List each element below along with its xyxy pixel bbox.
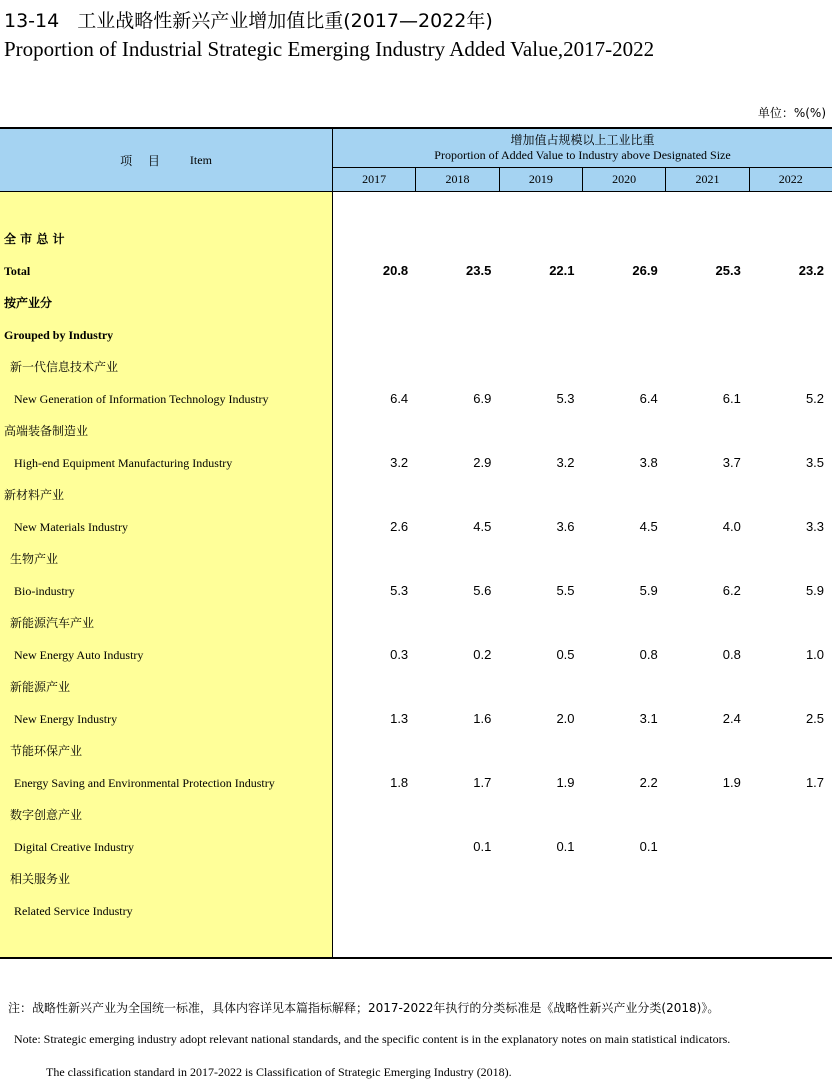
- row-values: [333, 671, 832, 703]
- value-cell: [499, 895, 582, 927]
- value-cell: [583, 895, 666, 927]
- row-label: Energy Saving and Environmental Protection Industry: [14, 776, 275, 790]
- value-cell: [416, 735, 499, 767]
- table-row: [0, 703, 832, 735]
- value-cell: [333, 607, 416, 639]
- value-cell: [583, 351, 666, 383]
- value-cell: [416, 607, 499, 639]
- row-values: [333, 479, 832, 511]
- table-row: [0, 287, 832, 319]
- value-cell: 1.7: [473, 775, 492, 790]
- value-cell: [499, 319, 582, 351]
- value-cell: [583, 735, 666, 767]
- data-table: [0, 127, 832, 960]
- value-cell: [333, 863, 416, 895]
- unit-label: 单位：%(%): [757, 106, 826, 120]
- year-header-cell: 2019: [499, 168, 582, 191]
- value-cell: [749, 415, 832, 447]
- value-cell: [666, 607, 749, 639]
- value-cell: [499, 415, 582, 447]
- value-cell: 4.0: [722, 519, 741, 534]
- value-cell: [749, 223, 832, 255]
- table-title-cn: [4, 6, 493, 33]
- year-header-cell: 2021: [665, 168, 748, 191]
- value-cell: [666, 735, 749, 767]
- value-cell: 20.8: [382, 263, 409, 278]
- value-cell: [333, 479, 416, 511]
- value-cell: [333, 351, 416, 383]
- year-header-cell: 2020: [582, 168, 665, 191]
- row-label: 高端装备制造业: [4, 424, 89, 438]
- value-cell: [499, 543, 582, 575]
- row-values: [333, 287, 832, 319]
- table-row: [0, 383, 832, 415]
- row-values: [333, 319, 832, 351]
- value-cell: 6.1: [722, 391, 741, 406]
- value-cell: [416, 799, 499, 831]
- row-values: [333, 799, 832, 831]
- value-cell: [333, 543, 416, 575]
- footnote-en: Note: Strategic emerging industry adopt relevant national standards, and the specific content is in the explanatory notes on main statistical indicators.: [14, 1032, 731, 1046]
- value-cell: [666, 895, 749, 927]
- value-cell: [333, 319, 416, 351]
- value-cell: 4.5: [639, 519, 658, 534]
- row-label: 全 市 总 计: [4, 232, 65, 246]
- value-cell: [416, 863, 499, 895]
- value-cell: [666, 799, 749, 831]
- value-cell: [416, 895, 499, 927]
- value-cell: 0.8: [722, 647, 741, 662]
- row-values: [333, 607, 832, 639]
- row-label: New Generation of Information Technology Industry: [14, 392, 269, 406]
- value-cell: 4.5: [473, 519, 492, 534]
- table-row: [0, 575, 832, 607]
- value-cell: [749, 543, 832, 575]
- table-body: [0, 223, 832, 927]
- row-values: [333, 831, 832, 863]
- value-cell: [333, 831, 416, 863]
- value-cell: 0.3: [390, 647, 409, 662]
- proportion-header-cn: 增加值占规模以上工业比重: [510, 133, 655, 147]
- value-cell: [666, 479, 749, 511]
- value-cell: 1.6: [473, 711, 492, 726]
- value-cell: [416, 671, 499, 703]
- row-values: [333, 223, 832, 255]
- value-cell: 3.1: [639, 711, 658, 726]
- value-cell: 6.4: [639, 391, 658, 406]
- row-values: [333, 543, 832, 575]
- value-cell: [416, 223, 499, 255]
- item-header-en: Item: [189, 152, 212, 167]
- value-cell: [583, 799, 666, 831]
- value-cell: 6.4: [390, 391, 409, 406]
- row-values: [333, 415, 832, 447]
- table-row: [0, 735, 832, 767]
- year-header-cell: 2018: [415, 168, 498, 191]
- value-cell: [333, 799, 416, 831]
- table-row: [0, 639, 832, 671]
- value-cell: [583, 319, 666, 351]
- value-cell: [583, 543, 666, 575]
- value-cell: [333, 735, 416, 767]
- table-row: [0, 671, 832, 703]
- value-cell: 5.3: [390, 583, 409, 598]
- row-label: 新材料产业: [4, 488, 65, 502]
- value-cell: [749, 607, 832, 639]
- value-cell: [333, 415, 416, 447]
- row-label: 相关服务业: [10, 872, 71, 886]
- footnote-en-continued: The classification standard in 2017-2022 is Classification of Strategic Emerging Industry (2018).: [46, 1065, 512, 1079]
- value-cell: [583, 863, 666, 895]
- row-label: 生物产业: [10, 552, 59, 566]
- value-cell: 3.2: [556, 455, 575, 470]
- row-label: 新一代信息技术产业: [10, 360, 119, 374]
- value-cell: 22.1: [549, 263, 575, 278]
- value-cell: [583, 671, 666, 703]
- footnote-cn: 注：战略性新兴产业为全国统一标准，具体内容详见本篇指标解释；2017-2022年执行的分类标准是《战略性新兴产业分类(2018)》。: [8, 1001, 720, 1015]
- value-cell: [583, 223, 666, 255]
- value-cell: [416, 415, 499, 447]
- table-title-cn-text: 工业战略性新兴产业增加值比重(2017—2022年): [77, 10, 493, 32]
- value-cell: [499, 671, 582, 703]
- row-values: [333, 639, 832, 671]
- value-cell: 6.9: [473, 391, 492, 406]
- value-cell: [749, 735, 832, 767]
- value-cell: [499, 735, 582, 767]
- value-cell: 1.8: [390, 775, 409, 790]
- value-cell: 5.6: [473, 583, 492, 598]
- row-values: [333, 383, 832, 415]
- value-cell: [499, 607, 582, 639]
- table-row: [0, 831, 832, 863]
- value-cell: [749, 287, 832, 319]
- table-row: [0, 863, 832, 895]
- value-cell: 26.9: [632, 263, 658, 278]
- value-cell: 2.6: [390, 519, 409, 534]
- item-header-cn: 项 目: [120, 153, 166, 168]
- value-cell: 6.2: [722, 583, 741, 598]
- value-cell: 1.9: [556, 775, 575, 790]
- value-cell: 5.3: [556, 391, 575, 406]
- row-label: High-end Equipment Manufacturing Industry: [14, 456, 233, 470]
- row-label: 新能源产业: [10, 680, 71, 694]
- value-cell: [749, 319, 832, 351]
- value-cell: [333, 223, 416, 255]
- year-header-row: [333, 168, 832, 191]
- value-cell: [666, 287, 749, 319]
- value-cell: [749, 895, 832, 927]
- row-label: 节能环保产业: [10, 744, 83, 758]
- value-cell: [333, 671, 416, 703]
- row-label: Total: [4, 264, 31, 278]
- year-header-cell: 2017: [333, 168, 415, 191]
- value-cell: 1.3: [390, 711, 409, 726]
- value-cell: [666, 863, 749, 895]
- row-values: [333, 351, 832, 383]
- table-row: [0, 415, 832, 447]
- table-row: [0, 447, 832, 479]
- value-cell: 25.3: [715, 263, 741, 278]
- value-cell: 5.5: [556, 583, 575, 598]
- value-cell: 3.5: [805, 455, 825, 470]
- year-header-cell: 2022: [749, 168, 832, 191]
- value-cell: 0.1: [473, 839, 492, 854]
- value-cell: [583, 607, 666, 639]
- value-cell: 3.8: [639, 455, 658, 470]
- value-cell: [666, 671, 749, 703]
- value-cell: 2.2: [639, 775, 658, 790]
- row-values: [333, 575, 832, 607]
- row-label: 数字创意产业: [10, 808, 83, 822]
- row-values: [333, 863, 832, 895]
- row-label: Bio-industry: [14, 584, 75, 598]
- value-cell: 5.9: [639, 583, 658, 598]
- value-cell: 2.0: [556, 711, 575, 726]
- row-label: Related Service Industry: [14, 904, 133, 918]
- value-cell: [333, 895, 416, 927]
- row-values: [333, 767, 832, 799]
- value-cell: [583, 479, 666, 511]
- value-cell: [583, 415, 666, 447]
- row-values: [333, 447, 832, 479]
- value-cell: 23.5: [466, 263, 492, 278]
- value-cell: [666, 831, 749, 863]
- value-cell: [666, 351, 749, 383]
- proportion-header-en: Proportion of Added Value to Industry above Designated Size: [434, 148, 731, 162]
- value-cell: 0.5: [556, 647, 575, 662]
- value-cell: 2.4: [722, 711, 741, 726]
- proportion-column-header: [333, 129, 832, 167]
- value-cell: [749, 671, 832, 703]
- table-bottom-rule: [0, 957, 832, 959]
- value-cell: [666, 415, 749, 447]
- table-row: [0, 351, 832, 383]
- value-cell: 2.5: [805, 711, 825, 726]
- row-label: Grouped by Industry: [4, 328, 114, 342]
- row-values: [333, 255, 832, 287]
- value-cell: 2.9: [473, 455, 492, 470]
- value-cell: [416, 287, 499, 319]
- value-cell: 3.3: [805, 519, 825, 534]
- value-cell: 0.8: [639, 647, 658, 662]
- row-label: 新能源汽车产业: [10, 616, 95, 630]
- row-values: [333, 735, 832, 767]
- value-cell: 3.2: [390, 455, 409, 470]
- value-cell: [499, 351, 582, 383]
- item-column-header: [0, 129, 332, 191]
- value-cell: 3.6: [556, 519, 575, 534]
- value-cell: 0.1: [556, 839, 575, 854]
- table-row: [0, 543, 832, 575]
- table-row: [0, 767, 832, 799]
- row-label: 按产业分: [4, 296, 53, 310]
- value-cell: 0.1: [639, 839, 658, 854]
- table-title-en: Proportion of Industrial Strategic Emerging Industry Added Value,2017-2022: [4, 37, 655, 61]
- row-values: [333, 703, 832, 735]
- value-cell: [583, 287, 666, 319]
- row-label: New Materials Industry: [14, 520, 128, 534]
- table-row: [0, 895, 832, 927]
- value-cell: [499, 223, 582, 255]
- table-row: [0, 479, 832, 511]
- value-cell: [416, 543, 499, 575]
- value-cell: [749, 863, 832, 895]
- value-cell: [666, 223, 749, 255]
- table-row: [0, 511, 832, 543]
- value-cell: [499, 479, 582, 511]
- value-cell: [499, 863, 582, 895]
- value-cell: 3.7: [722, 455, 741, 470]
- row-label: Digital Creative Industry: [14, 840, 134, 854]
- value-cell: 23.2: [798, 263, 825, 278]
- value-cell: [749, 479, 832, 511]
- value-cell: 5.2: [805, 391, 825, 406]
- value-cell: 0.2: [473, 647, 492, 662]
- value-cell: [749, 831, 832, 863]
- table-number: 13-14: [4, 10, 60, 32]
- row-label: New Energy Industry: [14, 712, 118, 726]
- row-values: [333, 895, 832, 927]
- value-cell: [666, 319, 749, 351]
- table-row: [0, 223, 832, 255]
- value-cell: [416, 319, 499, 351]
- table-row: [0, 255, 832, 287]
- value-cell: [499, 799, 582, 831]
- value-cell: [666, 543, 749, 575]
- value-cell: [749, 351, 832, 383]
- value-cell: [499, 287, 582, 319]
- value-cell: [416, 479, 499, 511]
- table-row: [0, 799, 832, 831]
- table-row: [0, 607, 832, 639]
- value-cell: [749, 799, 832, 831]
- value-cell: 1.7: [805, 775, 825, 790]
- value-cell: [333, 287, 416, 319]
- row-values: [333, 511, 832, 543]
- value-cell: [416, 351, 499, 383]
- value-cell: 5.9: [805, 583, 825, 598]
- row-label: New Energy Auto Industry: [14, 648, 144, 662]
- value-cell: 1.0: [805, 647, 825, 662]
- table-row: [0, 319, 832, 351]
- value-cell: 1.9: [722, 775, 741, 790]
